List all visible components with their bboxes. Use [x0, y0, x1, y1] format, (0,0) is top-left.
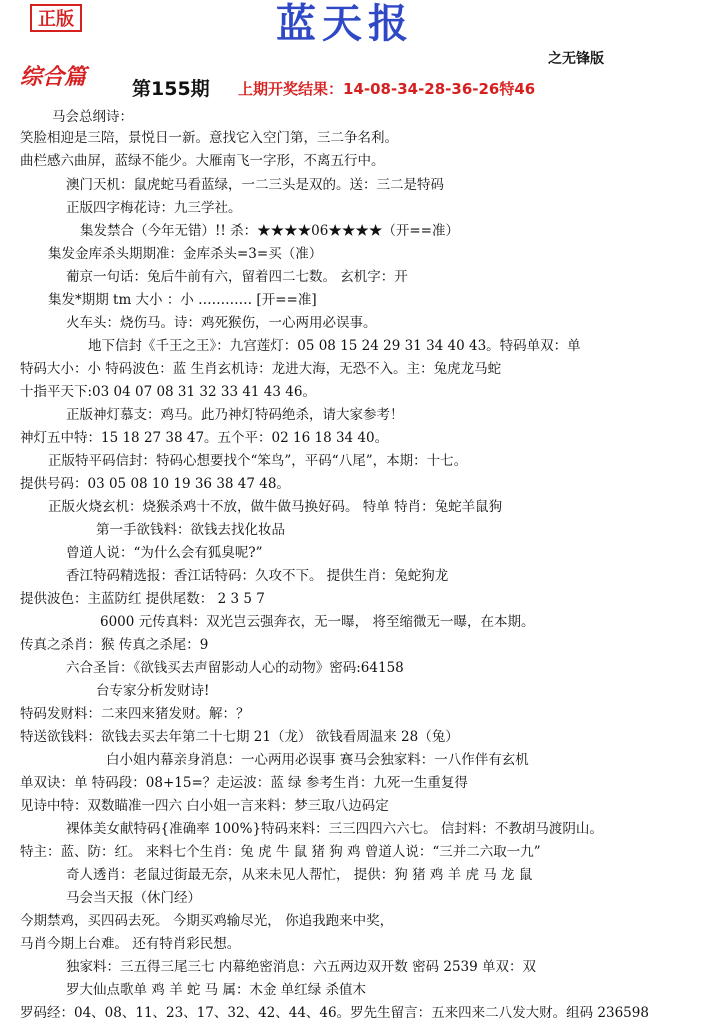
text-line: 罗大仙点歌单 鸡 羊 蛇 马 属：木金 单红绿 杀值木 — [66, 982, 367, 998]
edition-label: 之无锋版 — [548, 51, 604, 67]
text-line: 澳门天机：鼠虎蛇马看蓝绿，一二三头是双的。送：三二是特码 — [66, 177, 444, 193]
text-line: 特码发财料：二来四来猪发财。解：？ — [20, 706, 250, 722]
text-line: 第一手欲钱料：欲钱去找化妆品 — [96, 522, 285, 538]
text-line: 6000 元传真料：双光岂云强奔衣，无一曝， 将至缩微无一曝，在本期。 — [100, 614, 535, 630]
text-line: 马会当天报（休门经） — [66, 890, 201, 906]
last-result: 上期开奖结果：14-08-34-28-36-26特46 — [238, 80, 536, 98]
text-line: 单双诀：单 特码段：08+15=？走运波：蓝 绿 参考生肖：九死一生重复得 — [20, 775, 468, 791]
text-line: 葡京一句话：兔后牛前有六，留着四二七数。 玄机字：开 — [66, 269, 408, 285]
issue-number: 第155期 — [132, 78, 210, 100]
text-line: 集发*期期 tm 大小 ：小 ………… [开==准] — [48, 292, 317, 308]
text-line: 正版特平码信封：特码心想要找个“笨鸟”，平码“八尾”，本期：十七。 — [48, 453, 468, 469]
text-line: 曾道人说：“为什么会有狐臭呢?” — [66, 545, 263, 561]
text-line: 马会总纲诗： — [52, 109, 133, 125]
text-line: 独家料：三五得三尾三七 内幕绝密消息：六五两边双开数 密码 2539 单双：双 — [66, 959, 537, 975]
text-line: 特主：蓝、防：红。 来料七个生肖：兔 虎 牛 鼠 猪 狗 鸡 曾道人说：“三并二六取一九” — [20, 844, 541, 860]
authentic-badge: 正版 — [30, 4, 82, 32]
text-line: 传真之杀肖：猴 传真之杀尾：9 — [20, 637, 209, 653]
text-line: 笑脸相迎是三陪，景悦日一新。意找它入空门第，三二争名利。 — [20, 130, 398, 146]
text-line: 特送欲钱料：欲钱去买去年第二十七期 21（龙） 欲钱看周温来 28（兔） — [20, 729, 459, 745]
text-line: 神灯五中特：15 18 27 38 47。五个平：02 16 18 34 40。 — [20, 430, 389, 446]
text-line: 今期禁鸡，买四码去死。 今期买鸡输尽光， 你追我跑来中奖， — [20, 913, 394, 929]
text-line: 台专家分析发财诗! — [96, 683, 210, 699]
text-line: 奇人透肖：老鼠过街最无奈，从来未见人帮忙， 提供：狗 猪 鸡 羊 虎 马 龙 鼠 — [66, 867, 533, 883]
text-line: 提供波色：主蓝防红 提供尾数： 2 3 5 7 — [20, 591, 265, 607]
section-title: 综合篇 — [20, 64, 87, 90]
text-line: 曲栏感六曲屏，蓝绿不能少。大雁南飞一字形，不离五行中。 — [20, 153, 385, 169]
text-line: 正版火烧玄机：烧猴杀鸡十不放，做牛做马换好码。 特单 特肖：兔蛇羊鼠狗 — [48, 499, 503, 515]
text-line: 罗码经：04、08、11、23、17、32、42、44、46。罗先生留言：五来四来二八发大财。组码 236598 — [20, 1005, 649, 1021]
text-line: 特码大小：小 特码波色：蓝 生肖玄机诗：龙进大海，无恐不入。主：兔虎龙马蛇 — [20, 361, 502, 377]
text-line: 白小姐内幕亲身消息：一心两用必误事 赛马会独家料：一八作伴有玄机 — [106, 752, 529, 768]
text-line: 十指平天下:03 04 07 08 31 32 33 41 43 46。 — [20, 384, 316, 400]
text-line: 集发金库杀头期期准：金库杀头=3=买（准） — [48, 246, 323, 262]
text-line: 集发禁合（今年无错）!! 杀：★★★★06★★★★（开==准） — [80, 223, 459, 239]
text-line: 提供号码：03 05 08 10 19 36 38 47 48。 — [20, 476, 290, 492]
text-line: 地下信封《千王之王》：九宫莲灯：05 08 15 24 29 31 34 40 43。特码单双：单 — [88, 338, 581, 354]
text-line: 正版神灯慕支：鸡马。此乃神灯特码绝杀，请大家参考！ — [66, 407, 404, 423]
text-line: 马肖今期上台难。 还有特肖彩民想。 — [20, 936, 241, 952]
text-line: 火车头：烧伤马。诗：鸡死猴伤，一心两用必误事。 — [66, 315, 377, 331]
text-line: 正版四字梅花诗：九三学社。 — [66, 200, 242, 216]
text-line: 见诗中特：双数瞄准一四六 白小姐一言来料：梦三取八边码定 — [20, 798, 389, 814]
text-line: 六合圣旨：《欲钱买去声留影动人心的动物》密码:64158 — [66, 660, 404, 676]
newspaper-title: 蓝天报 — [276, 0, 414, 47]
text-line: 裸体美女献特码{准确率 100%}特码来料：三三四四六六七。 信封料：不教胡马渡阴山。 — [66, 821, 603, 837]
text-line: 香江特码精选报：香江话特码：久攻不下。 提供生肖：兔蛇狗龙 — [66, 568, 449, 584]
